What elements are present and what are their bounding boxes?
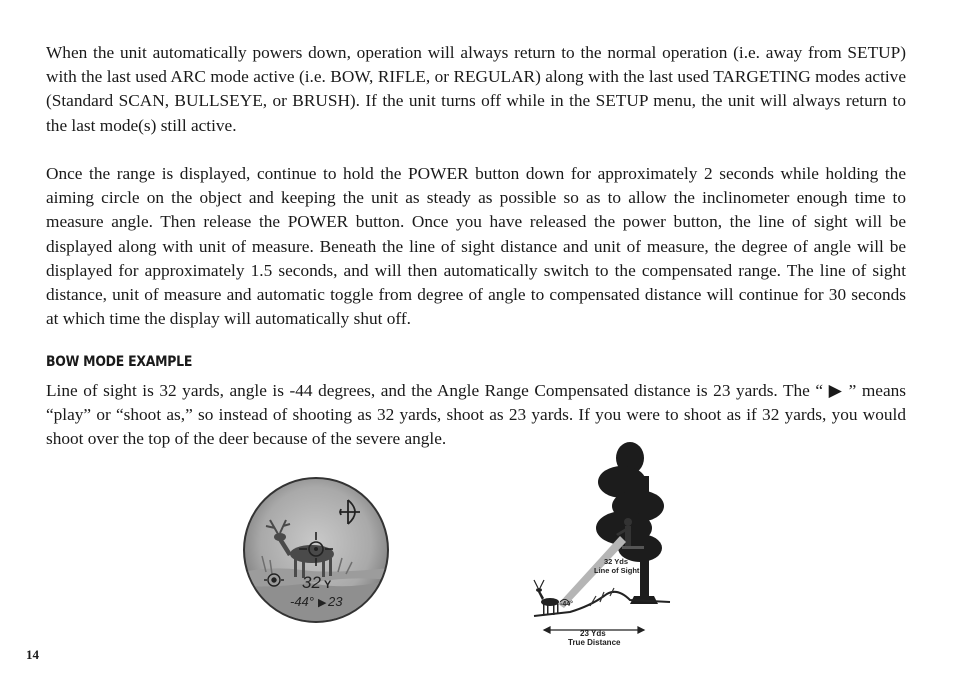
- line-of-sight-label: Line of Sight: [594, 566, 640, 575]
- paragraph-bow-mode-example: Line of sight is 32 yards, angle is -44 degrees, and the Angle Range Compensated distance is 23 yards. The “ ▶ ” means “play” or “shoot as,” so instead of shooting as 32 yards, shoot as 23 yards. If you were to shoot as if 32 yards, you would shoot over the top of the deer because of the severe angle.: [46, 381, 906, 449]
- scope-distance-readout: 32: [302, 573, 321, 592]
- scope-compensated-readout: 23: [328, 594, 343, 609]
- true-distance-label: True Distance: [568, 638, 621, 647]
- deer-icon: [534, 580, 559, 615]
- paragraph-range-display: Once the range is displayed, continue to hold the POWER button down for approximately 2 seconds while holding the aiming circle on the object and keeping the unit as steady as possible so as to allow the inclinometer enough time to measure angle. Then release the POWER button. Once you have released the power button, the line of sight will be displayed along with unit of measure. Beneath the line of sight distance and unit of measure, the degree of angle will be displayed for approximately 1.5 seconds, and will then automatically switch to the compensated range. The line of sight distance, unit of measure and automatic toggle from degree of angle to compensated distance will continue for 30 seconds at which time the display will automatically shut off.: [46, 164, 906, 329]
- scope-unit-readout: Y: [324, 579, 332, 591]
- scope-angle-readout: -44°: [290, 594, 314, 609]
- play-icon: ▶: [318, 597, 327, 609]
- true-distance-value: 23 Yds: [580, 629, 606, 638]
- page-number: 14: [26, 647, 39, 662]
- angle-label: -44°: [560, 601, 573, 608]
- paragraph-arc-mode-power-down: When the unit automatically powers down, operation will always return to the normal operation (i.e. away from SETUP) with the last used ARC mode active (i.e. BOW, RIFLE, or REGULAR) along with the last used TARGETING modes active (Standard SCAN, BULLSEYE, or BRUSH). If the unit turns off while in the SETUP menu, the unit will always return to the last mode(s) still active.: [46, 43, 906, 135]
- bow-mode-heading: BOW MODE EXAMPLE: [46, 354, 193, 370]
- scope-view-illustration: [242, 476, 390, 629]
- line-of-sight-value: 32 Yds: [604, 557, 629, 566]
- tree-stand-diagram: [530, 436, 680, 657]
